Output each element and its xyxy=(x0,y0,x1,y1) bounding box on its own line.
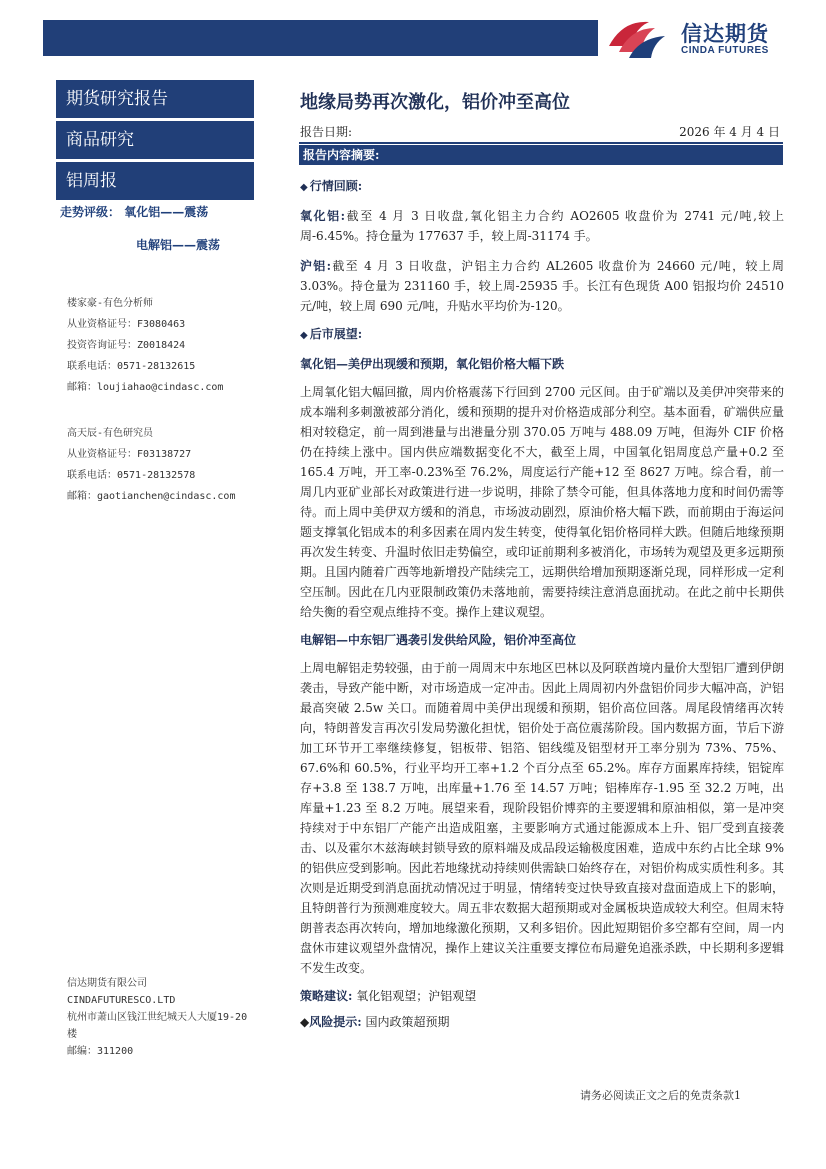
divider xyxy=(299,142,783,144)
rating-aluminum: 电解铝——震荡 xyxy=(136,238,221,252)
risk-text: 国内政策超预期 xyxy=(365,1015,450,1029)
analyst-2 xyxy=(67,423,235,507)
report-body xyxy=(300,176,784,1032)
analyst-1-phone: 联系电话：0571-28132615 xyxy=(67,361,196,372)
review-aluminum-text: 截至 4 月 3 日收盘，沪铝主力合约 AL2605 收盘价为 24660 元/吨，较上周 3.03%。持仓量为 231160 手，较上周-25935 手。长江有色现货 A00 铝报均价 24510 元/吨，较上周 690 元/吨，升贴水平均价为-120。 xyxy=(300,259,784,313)
diamond-bullet-icon: ◆ xyxy=(300,182,308,193)
analyst-2-phone: 联系电话：0571-28132578 xyxy=(67,470,196,481)
company-address: 杭州市萧山区钱江世纪城天人大厦19-20楼 xyxy=(67,1012,248,1040)
cinda-logo xyxy=(605,14,785,64)
category-label: 商品研究 xyxy=(56,121,254,159)
analyst-2-name: 高天辰-有色研究员 xyxy=(67,428,154,439)
report-date-value: 2026 年 4 月 4 日 xyxy=(679,125,780,139)
rating-line-1 xyxy=(60,203,208,220)
report-date-line xyxy=(300,123,780,140)
review-heading-text: 行情回顾: xyxy=(309,179,363,193)
brand-name-en: CINDA FUTURES xyxy=(681,45,769,56)
sidebar xyxy=(56,76,254,1057)
review-alumina xyxy=(300,206,784,246)
company-postcode: 邮编：311200 xyxy=(67,1046,134,1057)
report-type-label: 期货研究报告 xyxy=(56,80,254,118)
report-series-label: 铝周报 xyxy=(56,162,254,200)
company-info xyxy=(67,975,254,1060)
strategy-label: 策略建议: xyxy=(300,989,353,1003)
risk-label: 风险提示: xyxy=(309,1015,362,1029)
analyst-2-email[interactable]: 邮箱：gaotianchen@cindasc.com xyxy=(67,491,236,502)
review-aluminum xyxy=(300,256,784,316)
rating-alumina: 氧化铝——震荡 xyxy=(124,205,209,219)
diamond-bullet-icon: ◆ xyxy=(300,1015,310,1029)
company-name-en: CINDAFUTURESCO.LTD xyxy=(67,995,176,1006)
alumina-subheading: 氧化铝—美伊出现缓和预期，氧化铝价格大幅下跌 xyxy=(300,357,565,371)
analyst-1-email[interactable]: 邮箱：loujiahao@cindasc.com xyxy=(67,382,224,393)
analyst-1-name: 楼家豪-有色分析师 xyxy=(67,298,154,309)
aluminum-subheading: 电解铝—中东铝厂遇袭引发供给风险，铝价冲至高位 xyxy=(300,633,577,647)
outlook-heading-text: 后市展望: xyxy=(309,327,363,341)
analyst-1 xyxy=(67,293,223,398)
review-alumina-label: 氧化铝: xyxy=(300,209,346,223)
company-name: 信达期货有限公司 xyxy=(67,978,147,989)
alumina-paragraph: 上周氧化铝大幅回撤，周内价格震荡下行回到 2700 元区间。由于矿端以及美伊冲突带来的成本端利多刺激被部分消化，缓和预期的提升对价格造成部分利空。基本面看，矿端供应量相对较稳定，前一周到港量与出港量分别 370.05 万吨与 488.09 万吨，但海外 CIF 价格仍在持续上涨中。国内供应端数据变化不大，截至上周，中国氧化铝周度总产量+0.2 至 165.4 万吨，开工率-0.23%至 76.2%，周度运行产能+12 至 8627 万吨。综合看，前一周几内亚矿业部长对政策进行进一步说明，排除了禁令可能，但具体落地力度和时间仍需等待。而上周中美伊双方缓和的消息，市场波动剧烈，原油价格大幅下跌，而前期由于海运问题支撑氧化铝成本的利多因素在周内发生转变，使得氧化铝价格同样大跌。但随后地缘预期再次发生转变、升温时依旧走势偏空，或印证前期利多被消化，市场转为观望及更多远期预期。且国内随着广西等地新增投产陆续完工，远期供给增加预期逐渐兑现，同样形成一定利空压制。因此在几内亚限制政策仍未落地前，需要持续注意消息面扰动。在此之前中长期供给失衡的看空观点维持不变。操作上建议观望。 xyxy=(300,385,784,619)
aluminum-paragraph: 上周电解铝走势较强，由于前一周周末中东地区巴林以及阿联酋境内量价大型铝厂遭到伊朗袭击，导致产能中断，对市场造成一定冲击。因此上周周初内外盘铝价同步大幅冲高，沪铝最高突破 2.5w 关口。而随着周中美伊出现缓和预期，铝价高位回落。周尾段情绪再次转向，特朗普发言再次引发局势激化担忧，铝价处于高位震荡阶段。国内数据方面，节后下游加工环节开工率继续修复，铝板带、铝箔、铝线缆及铝型材开工率分别为 73%、75%、67.6%和 60.5%，行业平均开工率+1.2 个百分点至 65.2%。库存方面累库持续，铝锭库存+3.8 至 138.7 万吨，出库量+1.76 至 14.57 万吨；铝棒库存-1.95 至 32.2 万吨，出库量+1.23 至 8.2 万吨。展望来看，现阶段铝价博弈的主要逻辑和原油相似，第一是冲突持续对于中东铝厂产能产出造成阻塞，主要影响方式通过能源成本上升、铝厂受到直接袭击、以及霍尔木兹海峡封锁导致的原料端及成品段运输极度困难，造成中东约占比全球 9%的铝供应受到影响。因此若地缘扰动持续则供需缺口始终存在，对铝价构成实质性利多。其次则是近期受到消息面扰动情况过于明显，情绪转变过快导致直接对盘面造成上下的影响，且特朗普行为预测难度较大。周五非农数据大超预期或对金属板块造成较大利空。但周末特朗普表态再次转向，增加地缘激化预期，又利多铝价。因此短期铝价多空都有空间，周一内盘休市建议观望外盘情况，操作上建议关注重要支撑位布局避免追涨杀跌，中长期利多逻辑不发生改变。 xyxy=(300,661,784,975)
review-alumina-text: 截至 4 月 3 日收盘,氧化铝主力合约 AO2605 收盘价为 2741 元/吨,较上周-6.45%。持仓量为 177637 手，较上周-31174 手。 xyxy=(300,209,784,243)
analyst-2-license: 从业资格证号：F03138727 xyxy=(67,449,192,460)
strategy-line xyxy=(300,986,784,1006)
report-date-label: 报告日期: xyxy=(300,125,353,139)
disclaimer-footer: 请务必阅读正文之后的免责条款1 xyxy=(580,1089,741,1102)
strategy-text: 氧化铝观望；沪铝观望 xyxy=(356,989,477,1003)
risk-line xyxy=(300,1012,784,1032)
analyst-1-license: 从业资格证号：F3080463 xyxy=(67,319,186,330)
analyst-1-consult-license: 投资咨询证号：Z0018424 xyxy=(67,340,186,351)
review-aluminum-label: 沪铝: xyxy=(300,259,332,273)
header-bar xyxy=(43,20,598,56)
rating-label: 走势评级： xyxy=(60,205,121,219)
summary-heading: 报告内容摘要: xyxy=(299,145,783,165)
outlook-heading xyxy=(300,324,784,346)
review-heading xyxy=(300,176,784,198)
diamond-bullet-icon: ◆ xyxy=(300,330,308,341)
brand-name-cn: 信达期货 xyxy=(681,22,769,46)
cinda-logo-mark-icon xyxy=(605,16,673,60)
report-title: 地缘局势再次激化，铝价冲至高位 xyxy=(300,92,570,113)
